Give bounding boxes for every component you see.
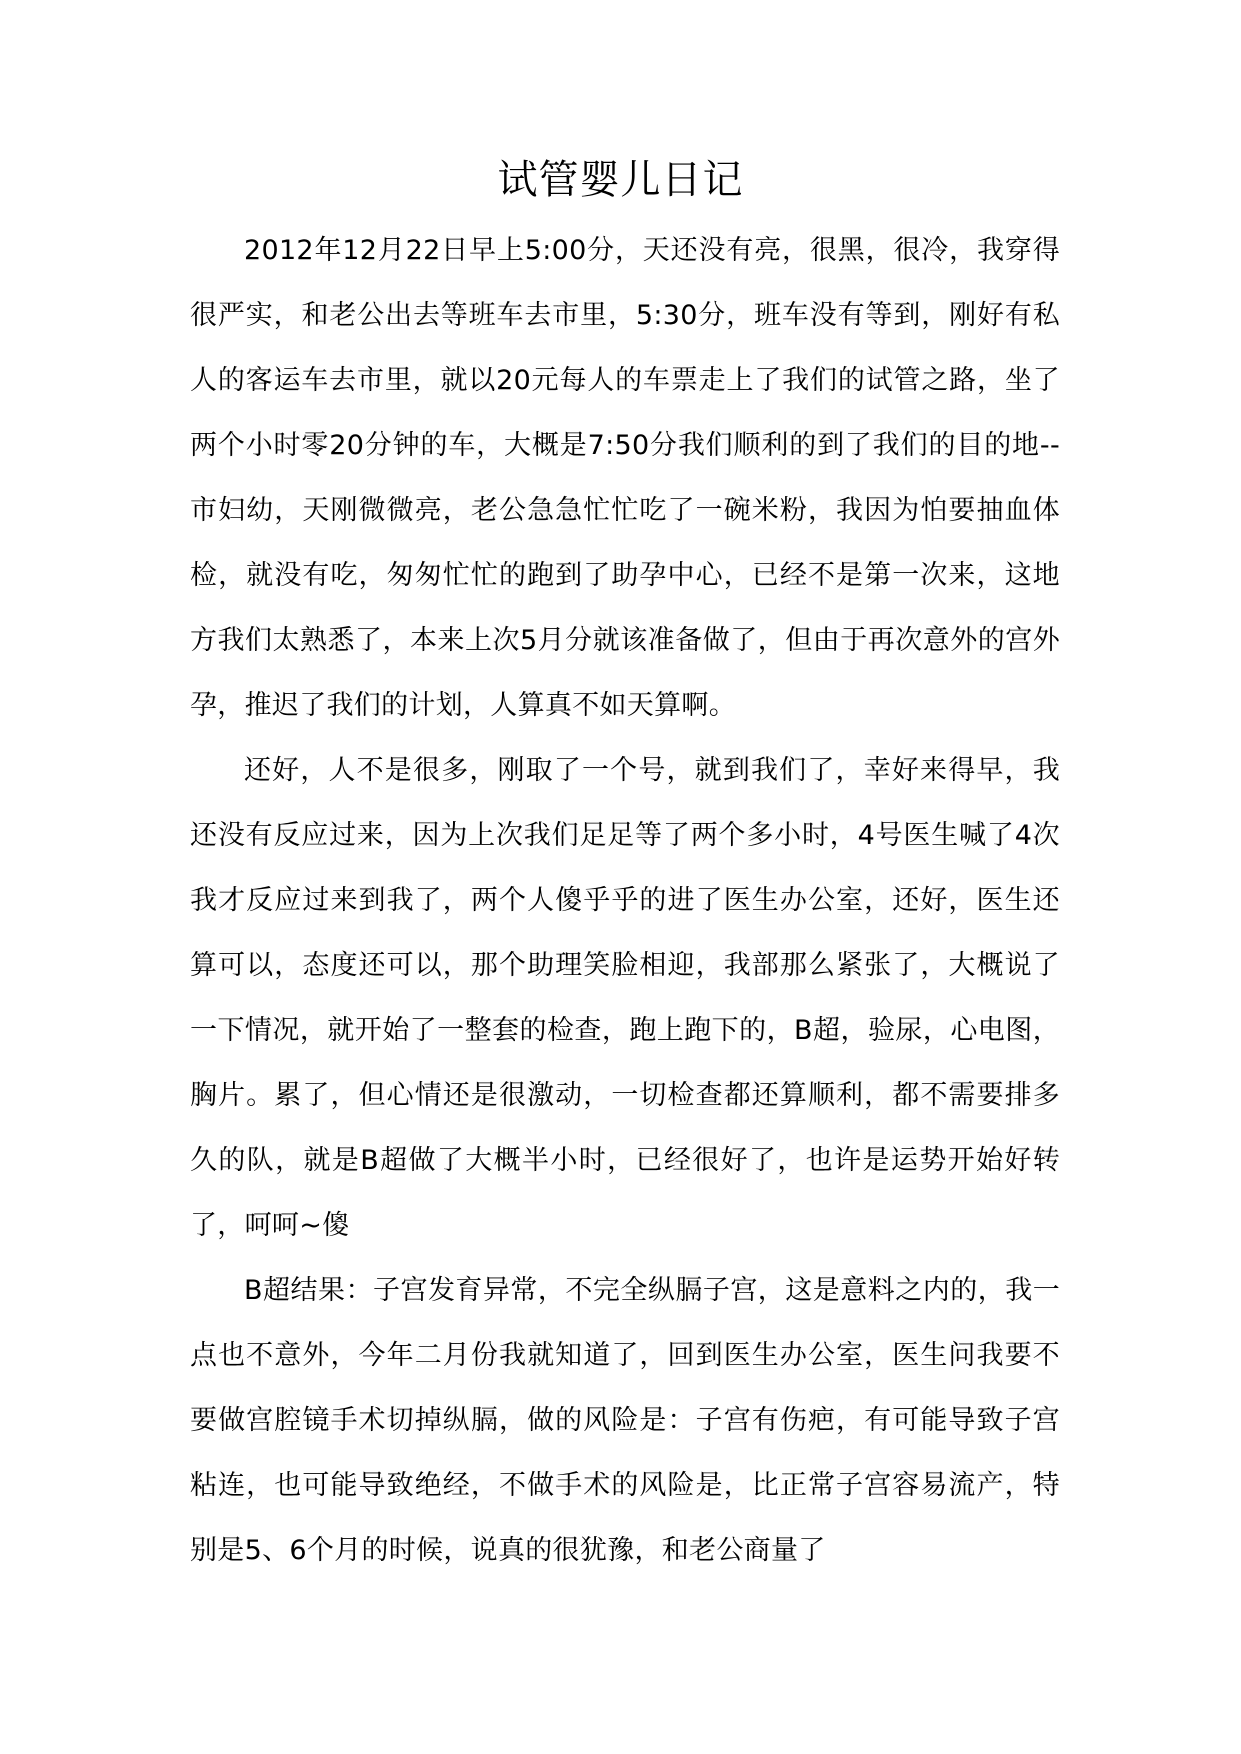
document-body [190,218,1060,1583]
paragraph-3: B超结果：子宫发育异常，不完全纵膈子宫，这是意料之内的，我一点也不意外，今年二月份我就知道了，回到医生办公室，医生问我要不要做宫腔镜手术切掉纵膈，做的风险是：子宫有伤疤，有可能导致子宫粘连，也可能导致绝经，不做手术的风险是，比正常子宫容易流产，特别是5、6个月的时候，说真的很犹豫，和老公商量了 [190,1275,1060,1566]
paragraph-1: 2012年12月22日早上5:00分，天还没有亮，很黑，很冷，我穿得很严实，和老公出去等班车去市里，5:30分，班车没有等到，刚好有私人的客运车去市里，就以20元每人的车票走上了我们的试管之路，坐了两个小时零20分钟的车，大概是7:50分我们顺利的到了我们的目的地--市妇幼，天刚微微亮，老公急急忙忙吃了一碗米粉，我因为怕要抽血体检，就没有吃，匆匆忙忙的跑到了助孕中心，已经不是第一次来，这地方我们太熟悉了，本来上次5月分就该准备做了，但由于再次意外的宫外孕，推迟了我们的计划，人算真不如天算啊。 [190,235,1060,721]
paragraph-2: 还好，人不是很多，刚取了一个号，就到我们了，幸好来得早，我还没有反应过来，因为上次我们足足等了两个多小时，4号医生喊了4次我才反应过来到我了，两个人傻乎乎的进了医生办公室，还好，医生还算可以，态度还可以，那个助理笑脸相迎，我部那么紧张了，大概说了一下情况，就开始了一整套的检查，跑上跑下的，B超，验尿，心电图，胸片。累了，但心情还是很激动，一切检查都还算顺利，都不需要排多久的队，就是B超做了大概半小时，已经很好了，也许是运势开始好转了，呵呵~傻 [190,755,1060,1241]
document-title: 试管婴儿日记 [497,157,744,203]
